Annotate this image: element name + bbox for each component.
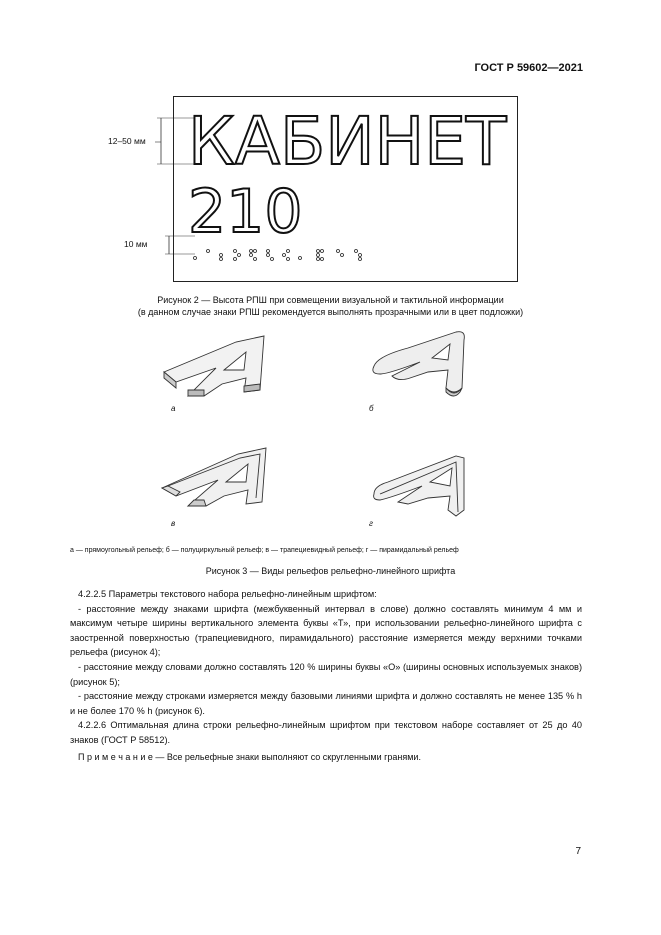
letter-a-pyramidal-relief — [368, 450, 478, 520]
letter-a-trapezoidal-relief — [158, 442, 273, 510]
paragraph-letter-spacing: - расстояние между знаками шрифта (межбуквенный интервал в слове) должно составлять минимум 4 мм и максимум четыре ширины вертикального элемента буквы «Т», при использовании рельефно-линейного шрифта с заостренной поверхностью (трапециевидного, пирамидального) расстояние измеряется между верхними точками рельефа (рисунок 4); — [70, 603, 582, 658]
figure2-caption-line1: Рисунок 2 — Высота РПШ при совмещении визуальной и тактильной информации — [157, 295, 504, 305]
sign-word: КАБИНЕТ — [188, 103, 507, 180]
note-label: П р и м е ч а н и е — [78, 752, 153, 762]
figure3-label-c: в — [171, 519, 176, 528]
note — [78, 752, 421, 762]
paragraph-word-spacing: - расстояние между словами должно составлять 120 % ширины буквы «О» (ширины основных используемых знаков) (рисунок 5); — [70, 661, 582, 687]
tactile-sign — [173, 96, 518, 282]
braille-dots — [192, 247, 372, 263]
dimension-bottom-label: 10 мм — [124, 239, 148, 249]
figure2-caption — [0, 294, 661, 318]
figure3-caption: Рисунок 3 — Виды рельефов рельефно-линейного шрифта — [205, 566, 456, 576]
dimension-top-label: 12–50 мм — [108, 136, 146, 146]
page-number: 7 — [575, 846, 581, 857]
figure3-label-d: г — [369, 519, 373, 528]
figure2-caption-line2: (в данном случае знаки РПШ рекомендуется выполнять прозрачными или в цвет подложки) — [137, 307, 524, 317]
paragraph-4-2-2-5: 4.2.2.5 Параметры текстового набора рельефно-линейным шрифтом: — [78, 589, 377, 599]
figure3-label-a: а — [171, 404, 176, 413]
note-text: — Все рельефные знаки выполняют со скругленными гранями. — [152, 752, 421, 762]
figure3-label-b: б — [369, 404, 374, 413]
letter-a-semicircular-relief — [368, 326, 478, 398]
standard-number: ГОСТ Р 59602—2021 — [474, 62, 583, 74]
letter-a-rectangular-relief — [158, 330, 273, 398]
figure3-legend: а — прямоугольный рельеф; б — полуциркульный рельеф; в — трапециевидный рельеф; г — пирамидальный рельеф — [70, 547, 459, 554]
paragraph-4-2-2-6: 4.2.2.6 Оптимальная длина строки рельефно-линейным шрифтом при текстовом наборе составляет от 25 до 40 знаков (ГОСТ Р 58512). — [70, 720, 582, 745]
body-text — [70, 587, 582, 748]
sign-number: 210 — [188, 177, 303, 247]
paragraph-line-spacing: - расстояние между строками измеряется между базовыми линиями шрифта и должно составлять не менее 135 % h и не более 170 % h (рисунок 6). — [70, 691, 582, 716]
